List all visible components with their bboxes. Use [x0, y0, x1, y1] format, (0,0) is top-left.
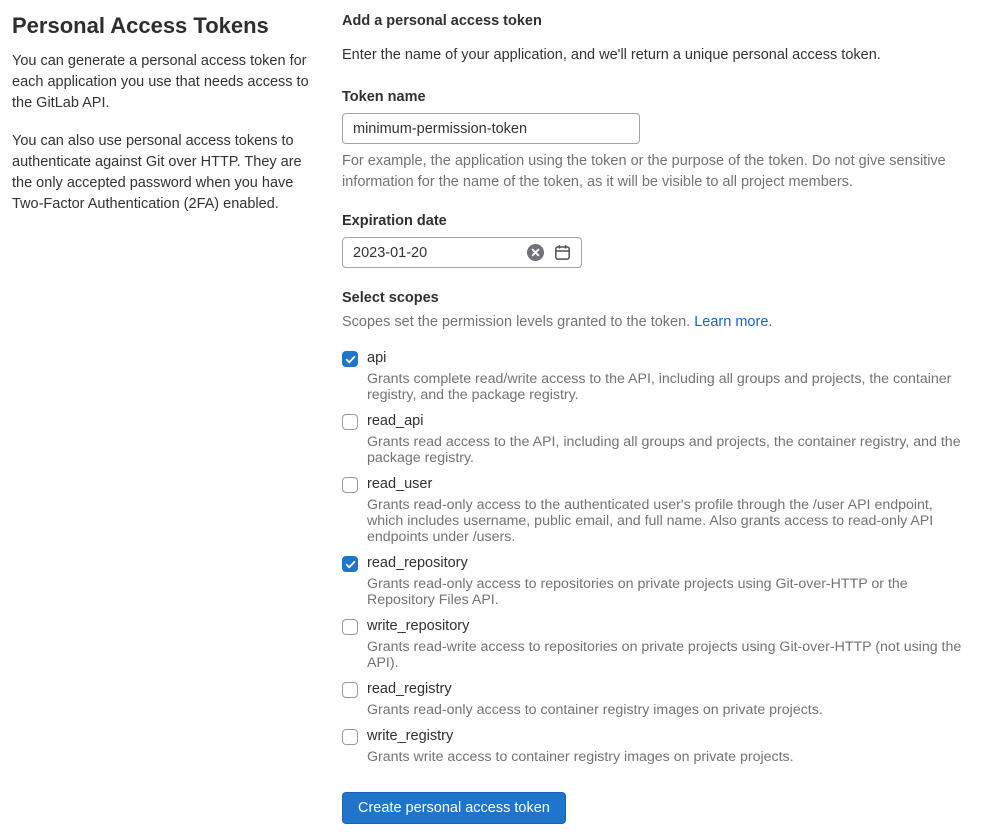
- add-token-form: [342, 12, 964, 824]
- scope-description-read_user: Grants read-only access to the authenticated user's profile through the /user API endpoint, which includes username, public email, and full name. Also grants access to read-only API endpoints under /users.: [367, 497, 934, 545]
- scope-description-api: Grants complete read/write access to the API, including all groups and projects, the container registry, and the package registry.: [367, 371, 952, 403]
- calendar-icon[interactable]: [554, 244, 571, 261]
- sidebar-paragraph-1: You can generate a personal access token for each application you use that needs access to the GitLab API.: [12, 53, 309, 111]
- scope-label-api[interactable]: api: [367, 350, 387, 366]
- scope-item: [342, 680, 964, 718]
- scope-description-write_repository: Grants read-write access to repositories on private projects using Git-over-HTTP (not using the API).: [367, 639, 962, 671]
- expiration-date-input[interactable]: [342, 237, 582, 268]
- scope-item: [342, 617, 964, 671]
- scope-item: [342, 412, 964, 466]
- scope-item: [342, 727, 964, 765]
- sidebar-paragraph-2: You can also use personal access tokens to authenticate against Git over HTTP. They are the only accepted password when you have Two-Factor Authentication (2FA) enabled.: [12, 133, 302, 212]
- scopes-hint: [342, 312, 964, 332]
- token-name-hint: For example, the application using the token or the purpose of the token. Do not give sensitive information for the name of the token, as it will be visible to all project members.: [342, 153, 946, 190]
- scope-item: [342, 554, 964, 608]
- token-name-label: Token name: [342, 89, 426, 105]
- create-token-button[interactable]: Create personal access token: [342, 792, 566, 824]
- scope-checkbox-write_registry[interactable]: [342, 729, 358, 745]
- scope-description-read_registry: Grants read-only access to container registry images on private projects.: [367, 702, 823, 718]
- scope-description-read_repository: Grants read-only access to repositories on private projects using Git-over-HTTP or the Repository Files API.: [367, 576, 908, 608]
- token-name-input[interactable]: [342, 113, 640, 144]
- settings-description-sidebar: [12, 12, 317, 824]
- expiration-date-label: Expiration date: [342, 213, 447, 229]
- scope-checkbox-read_user[interactable]: [342, 477, 358, 493]
- scope-label-read_registry[interactable]: read_registry: [367, 681, 452, 697]
- expiration-date-value: 2023-01-20: [353, 244, 428, 261]
- scope-description-write_registry: Grants write access to container registry images on private projects.: [367, 749, 794, 765]
- scope-checkbox-api[interactable]: [342, 351, 358, 367]
- form-intro: Enter the name of your application, and we'll return a unique personal access token.: [342, 47, 881, 63]
- select-scopes-label: Select scopes: [342, 290, 439, 306]
- scope-checkbox-write_repository[interactable]: [342, 619, 358, 635]
- scope-label-read_user[interactable]: read_user: [367, 476, 433, 492]
- scopes-hint-text: Scopes set the permission levels granted to the token.: [342, 314, 695, 330]
- page-title: Personal Access Tokens: [12, 13, 269, 38]
- scope-item: [342, 349, 964, 403]
- clear-date-icon[interactable]: [527, 244, 544, 261]
- scope-label-write_repository[interactable]: write_repository: [367, 618, 470, 634]
- scope-item: [342, 475, 964, 545]
- scope-label-write_registry[interactable]: write_registry: [367, 728, 454, 744]
- scope-checkbox-read_api[interactable]: [342, 414, 358, 430]
- scope-label-read_repository[interactable]: read_repository: [367, 555, 468, 571]
- scope-description-read_api: Grants read access to the API, including all groups and projects, the container registry, and the package registry.: [367, 434, 961, 466]
- scope-label-read_api[interactable]: read_api: [367, 413, 424, 429]
- form-heading: Add a personal access token: [342, 13, 542, 29]
- scope-checkbox-read_repository[interactable]: [342, 556, 358, 572]
- scopes-list: [342, 349, 964, 765]
- learn-more-link[interactable]: Learn more.: [694, 314, 773, 330]
- scope-checkbox-read_registry[interactable]: [342, 682, 358, 698]
